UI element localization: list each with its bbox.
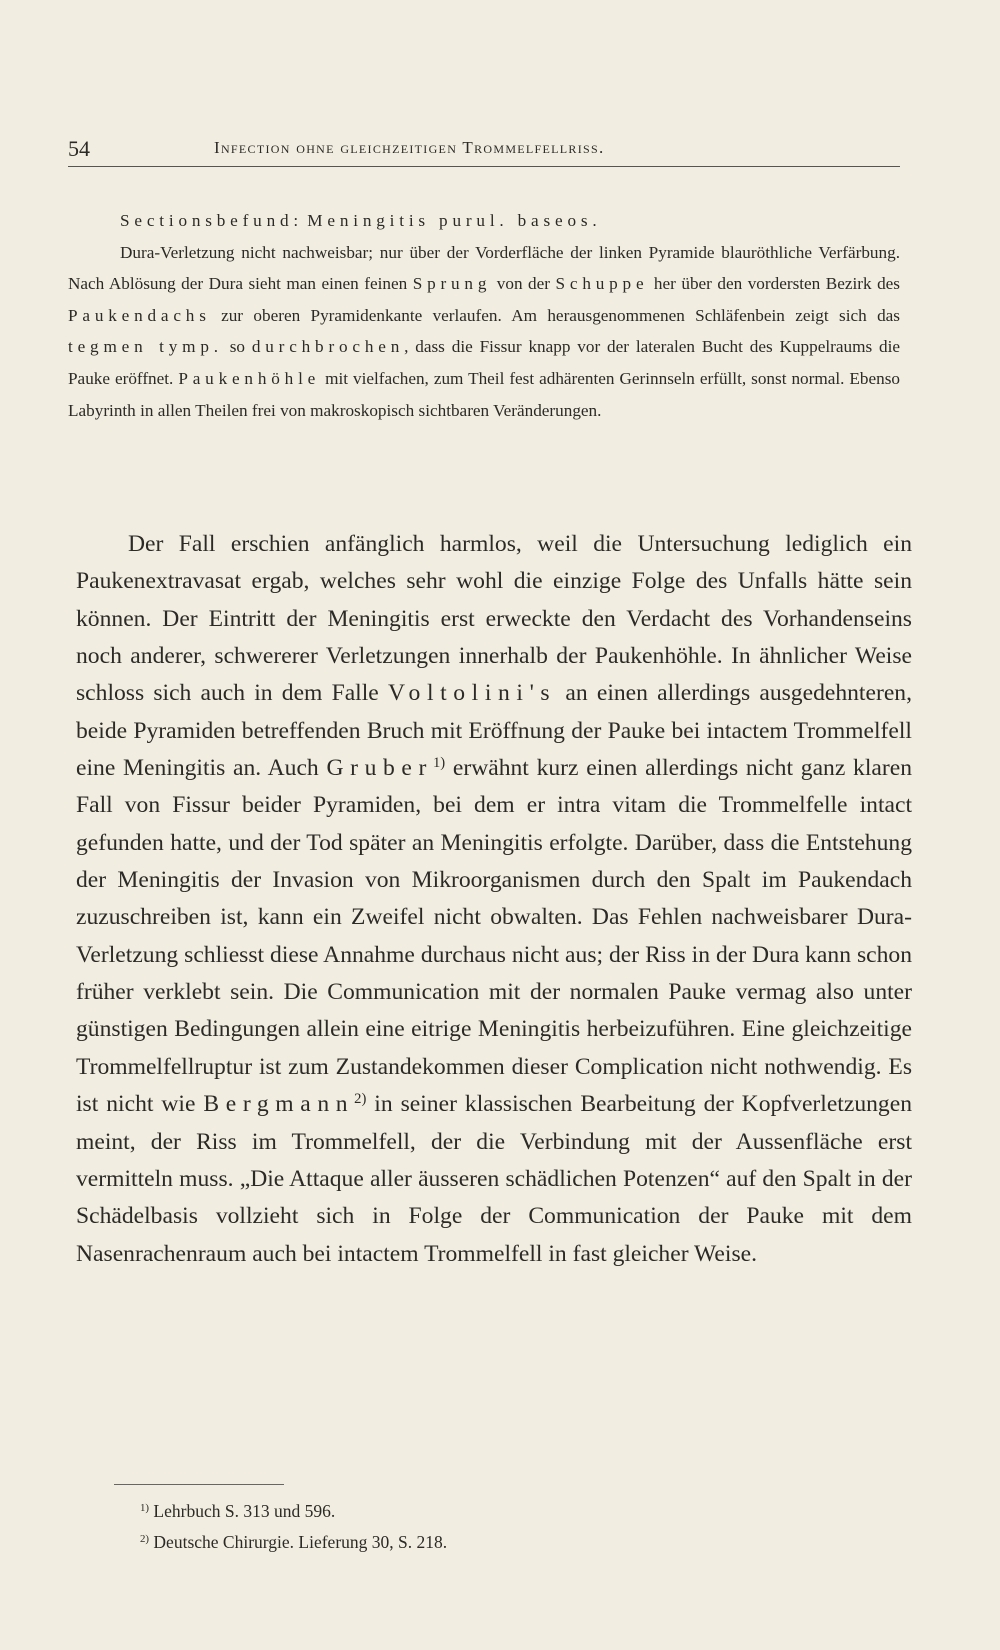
text-run: , dass die Fissur knapp vor der lateralen Bucht des Kuppelraums die Pauke eröffnet. (68, 337, 900, 388)
main-text (76, 526, 912, 1273)
text-run: her über den vordersten Bezirk des (648, 274, 900, 294)
text-run: Der Fall erschien anfänglich harmlos, weil die Untersuchung lediglich ein Paukenextravasat ergab, welches sehr wohl die einzige Folge des Unfalls hätte sein können. Der Eintritt der Meningitis erst erweckte den Verdacht des Vorhandenseins noch anderer, schwererer Verletzungen innerhalb der Paukenhöhle. In ähnlicher Weise schloss sich auch in dem Falle (76, 531, 912, 707)
author-name: Bergmann (203, 1091, 355, 1118)
footnote-2 (140, 1527, 447, 1558)
emphasis: tegmen tymp. (68, 337, 223, 357)
body-paragraph (76, 526, 912, 1273)
text-run: von der (491, 274, 556, 294)
footnote-divider (114, 1484, 284, 1485)
text-run: in seiner klassischen Bearbeitung der Kopfverletzungen meint, der Riss im Trommelfell, der die Verbindung mit der Aussenfläche erst vermitteln muss. „Die Attaque aller äusseren schädlichen Potenzen“ auf den Spalt in der Schädelbasis vollzieht sich in Folge der Communication der Pauke mit dem Nasenrachenraum auch bei intactem Trommelfell in fast gleicher Weise. (76, 1091, 912, 1267)
text-run: zur oberen Pyramidenkante verlaufen. Am herausgenommenen Schläfenbein zeigt sich das (210, 305, 900, 325)
footnote-1 (140, 1496, 447, 1527)
findings-label: Sectionsbefund: (120, 211, 303, 230)
footnote-ref[interactable]: 1) (432, 755, 446, 772)
findings-diagnosis: Meningitis purul. baseos. (307, 211, 602, 230)
text-run: mit vielfachen, zum Theil fest adhärenten Gerinnseln erfüllt, sonst normal. Ebenso Labyrinth in allen Theilen frei von makroskopisch sichtbaren Veränderungen. (68, 368, 900, 420)
running-title: Infection ohne gleichzeitigen Trommelfellriss. (214, 138, 605, 157)
emphasis: Paukendachs (68, 305, 211, 325)
emphasis: durchbrochen (251, 337, 405, 357)
footnote-mark: 2) (140, 1533, 150, 1546)
emphasis: Paukenhöhle (178, 368, 321, 388)
text-run: so (222, 337, 252, 357)
author-name: Gruber (326, 755, 433, 782)
emphasis: Sprung (412, 274, 492, 294)
emphasis: Schuppe (555, 274, 649, 294)
findings-paragraph (68, 237, 900, 427)
text-run: Dura-Verletzung nicht nachweisbar; nur über der Vorderfläche der linken Pyramide blauröthliche Verfärbung. Nach Ablösung der Dura sieht man einen feinen (68, 242, 900, 294)
author-name: Voltolini's (387, 680, 557, 707)
text-run: an einen allerdings ausgedehnteren, beide Pyramiden betreffenden Bruch mit Eröffnung der Pauke bei intactem Trommelfell eine Meningitis an. Auch (76, 680, 912, 782)
footnote-text: Lehrbuch S. 313 und 596. (149, 1501, 336, 1521)
text-run: erwähnt kurz einen allerdings nicht ganz klaren Fall von Fissur beider Pyramiden, bei dem er intra vitam die Trommelfelle intact gefunden hatte, und der Tod später an Meningitis erfolgte. Darüber, dass die Entstehung der Meningitis der Invasion von Mikroorganismen durch den Spalt im Paukendach zuzuschreiben ist, kann ein Zweifel nicht obwalten. Das Fehlen nachweisbarer Dura-Verletzung schliesst diese Annahme durchaus nicht aus; der Riss in der Dura kann schon früher verklebt sein. Die Communication mit der normalen Pauke vermag also unter günstigen Bedingungen allein eine eitrige Meningitis herbeizuführen. Eine gleichzeitige Trommelfellruptur ist zum Zustandekommen dieser Complication nicht nothwendig. Es ist nicht wie (76, 755, 912, 1118)
footnote-ref[interactable]: 2) (354, 1091, 367, 1108)
page-header (68, 132, 900, 167)
section-findings (68, 205, 900, 426)
footnotes (140, 1496, 447, 1558)
footnote-mark: 1) (140, 1502, 150, 1515)
findings-heading (68, 205, 900, 237)
footnote-text: Deutsche Chirurgie. Lieferung 30, S. 218. (149, 1532, 448, 1552)
page-number: 54 (68, 136, 90, 161)
